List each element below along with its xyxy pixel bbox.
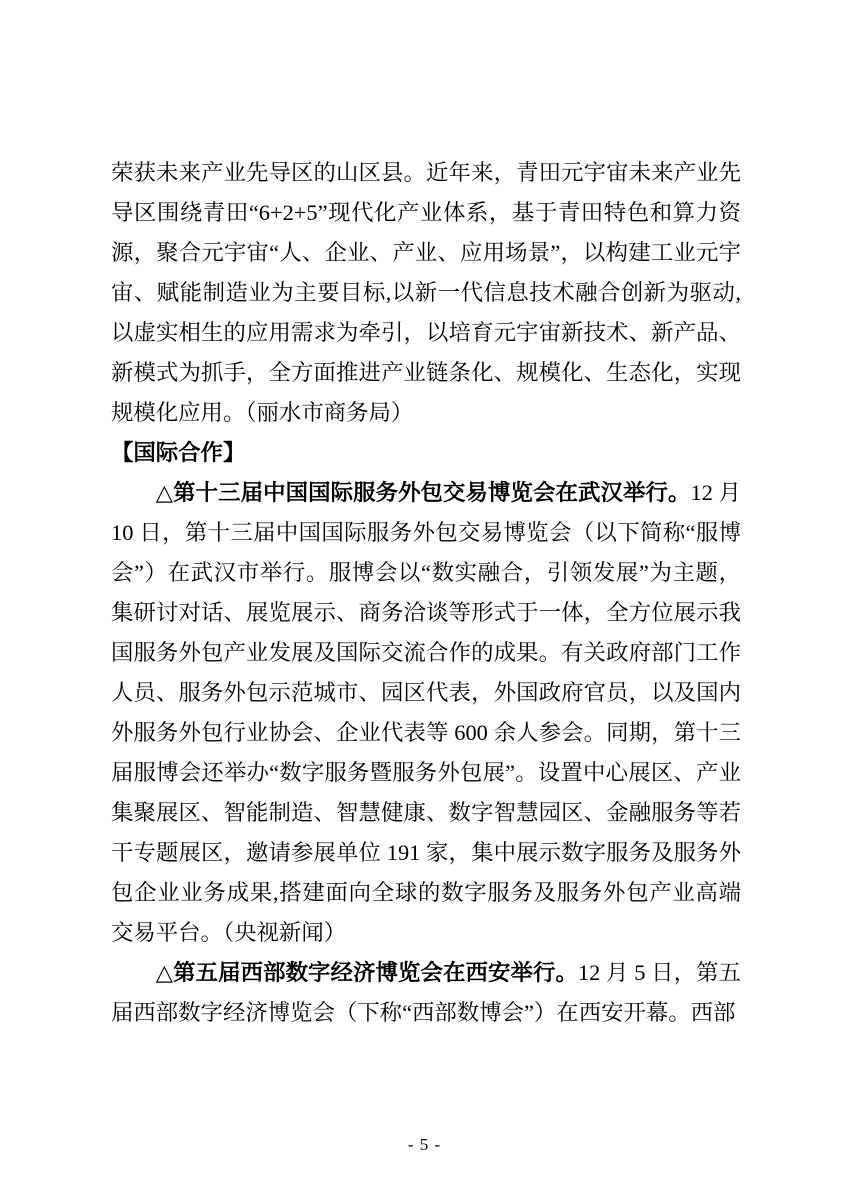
news-item-headline: △第十三届中国国际服务外包交易博览会在武汉举行。 [155, 480, 691, 505]
news-item-fubohui [111, 473, 741, 953]
page-number: - 5 - [407, 1135, 442, 1154]
news-item-xibu-shubohui [111, 953, 741, 1033]
news-item-headline: △第五届西部数字经济博览会在西安举行。 [155, 960, 578, 985]
paragraph-continuation: 荣获未来产业先导区的山区县。近年来，青田元宇宙未来产业先导区围绕青田“6+2+5”现代化产业体系，基于青田特色和算力资源，聚合元宇宙“人、企业、产业、应用场景”，以构建工业元宇宙、赋能制造业为主要目标,以新一代信息技术融合创新为驱动,以虚实相生的应用需求为牵引，以培育元宇宙新技术、新产品、新模式为抓手，全方面推进产业链条化、规模化、生态化，实现规模化应用。（丽水市商务局） [111, 160, 741, 425]
news-item-body: 12 月 10 日，第十三届中国国际服务外包交易博览会（以下简称“服博会”）在武汉市举行。服博会以“数实融合，引领发展”为主题，集研讨对话、展览展示、商务洽谈等形式于一体，全方位展示我国服务外包产业发展及国际交流合作的成果。有关政府部门工作人员、服务外包示范城市、园区代表，外国政府官员，以及国内外服务外包行业协会、企业代表等 600 余人参会。同期，第十三届服博会还举办“数字服务暨服务外包展”。设置中心展区、产业集聚展区、智能制造、智慧健康、数字智慧园区、金融服务等若干专题展区，邀请参展单位 191 家，集中展示数字服务及服务外包企业业务成果,搭建面向全球的数字服务及服务外包产业高端交易平台。（央视新闻） [111, 480, 741, 945]
section-header-international-cooperation: 【国际合作】 [111, 440, 246, 465]
document-body [111, 153, 741, 1033]
news-item-body: 12 月 5 日，第五届西部数字经济博览会（下称“西部数博会”）在西安开幕。西部 [111, 960, 741, 1025]
